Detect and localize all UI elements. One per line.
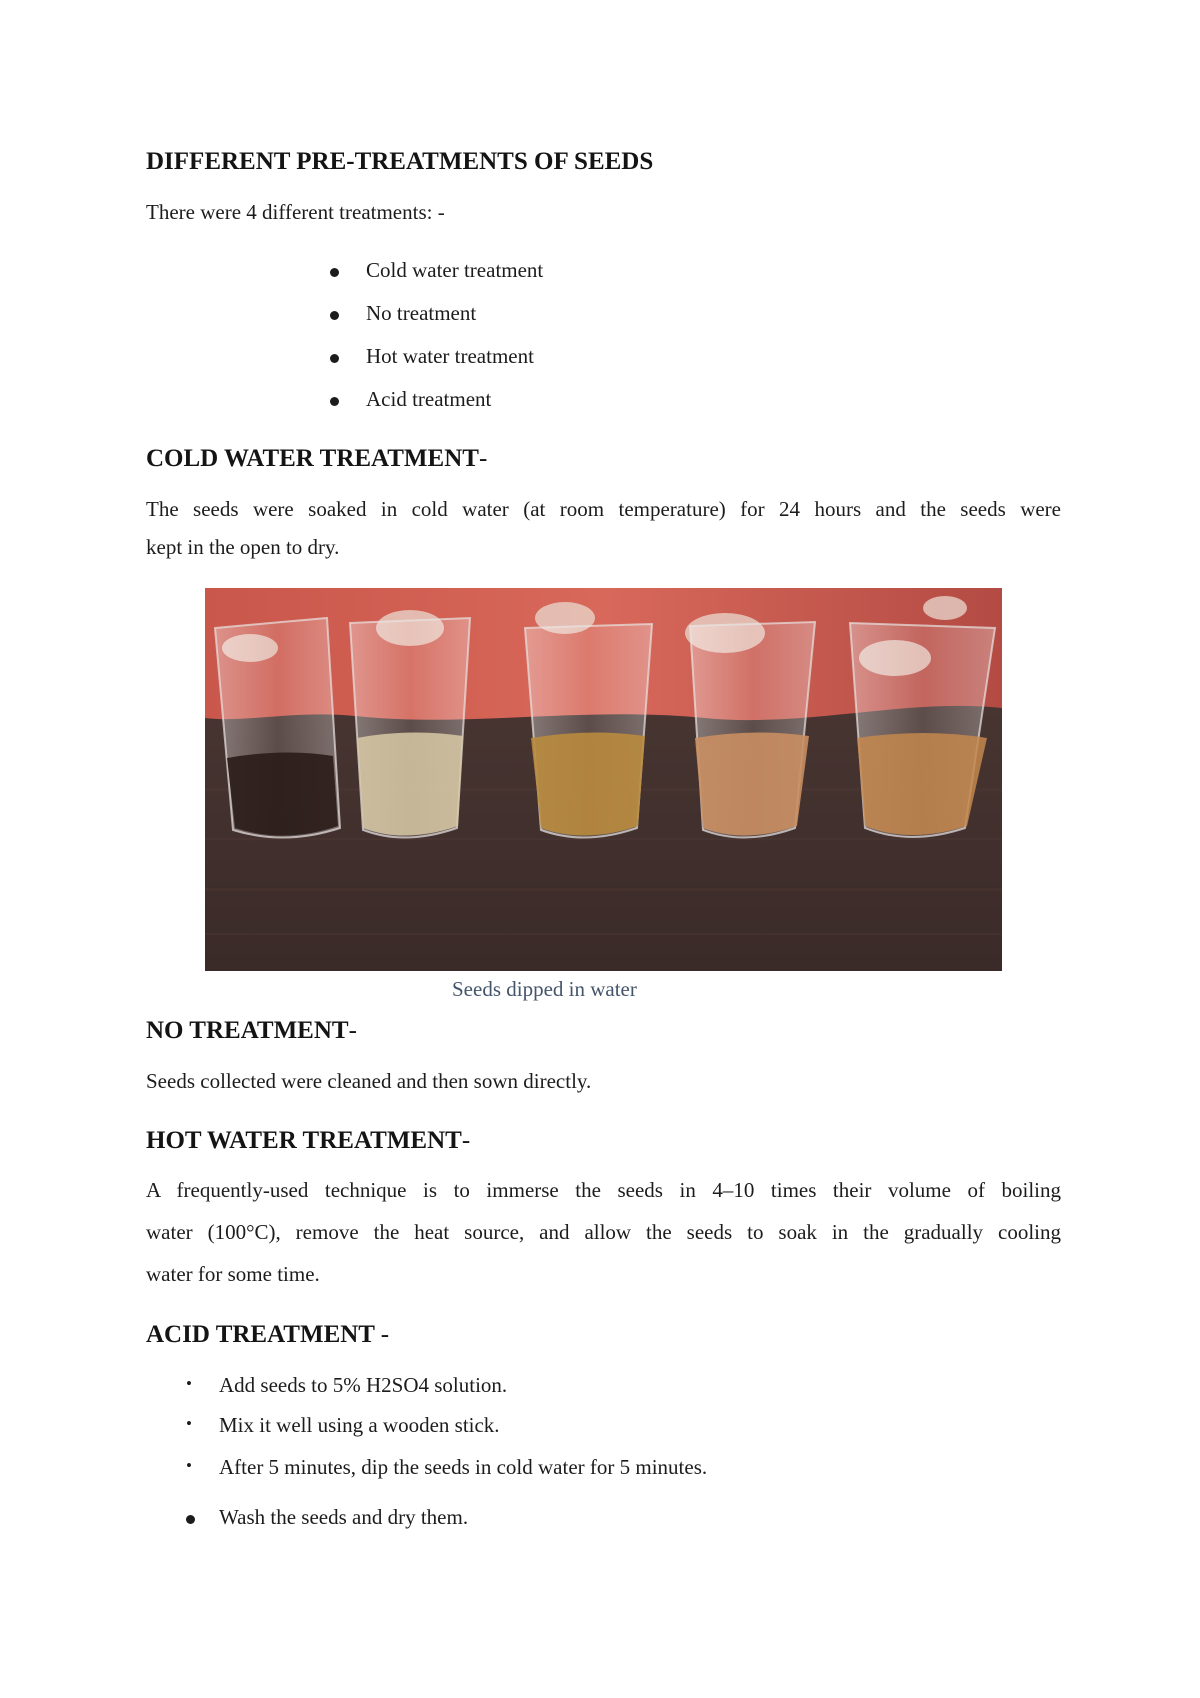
no-treatment-heading: NO TREATMENT- <box>146 1017 357 1044</box>
hot-water-heading: HOT WATER TREATMENT- <box>146 1127 471 1154</box>
no-treatment-text: Seeds collected were cleaned and then sown directly. <box>146 1069 592 1093</box>
document-title: DIFFERENT PRE-TREATMENTS OF SEEDS <box>146 148 654 175</box>
cold-water-text-line: kept in the open to dry. <box>146 535 340 559</box>
intro-text: There were 4 different treatments: - <box>146 200 445 224</box>
bullet-icon: • <box>186 1374 192 1393</box>
bullet-icon: • <box>186 1456 192 1475</box>
hot-water-text-line: water (100°C), remove the heat source, and allow the seeds to soak in the gradually cooling <box>146 1220 1061 1244</box>
treatment-item: No treatment <box>366 301 476 326</box>
treatment-item: Cold water treatment <box>366 258 543 283</box>
cold-water-text-line: The seeds were soaked in cold water (at room temperature) for 24 hours and the seeds were <box>146 497 1061 521</box>
acid-step: • Add seeds to 5% H2SO4 solution. <box>186 1373 508 1397</box>
photo-caption: Seeds dipped in water <box>452 977 637 1001</box>
acid-treatment-heading: ACID TREATMENT - <box>146 1321 390 1348</box>
bullet-icon <box>330 354 339 363</box>
hot-water-text-line: water for some time. <box>146 1262 320 1286</box>
seeds-in-water-photo <box>205 588 1002 971</box>
bullet-icon <box>330 397 339 406</box>
acid-step: Wash the seeds and dry them. <box>219 1505 468 1530</box>
bullet-icon <box>330 268 339 277</box>
bullet-icon <box>330 311 339 320</box>
treatment-item: Hot water treatment <box>366 344 534 369</box>
bullet-icon <box>186 1515 195 1524</box>
treatment-item: Acid treatment <box>366 387 491 412</box>
bullet-icon: • <box>186 1414 192 1433</box>
hot-water-text-line: A frequently-used technique is to immerse the seeds in 4–10 times their volume of boiling <box>146 1178 1061 1202</box>
cold-water-heading: COLD WATER TREATMENT- <box>146 445 488 472</box>
acid-step: • Mix it well using a wooden stick. <box>186 1413 500 1437</box>
acid-step: • After 5 minutes, dip the seeds in cold water for 5 minutes. <box>186 1455 708 1479</box>
